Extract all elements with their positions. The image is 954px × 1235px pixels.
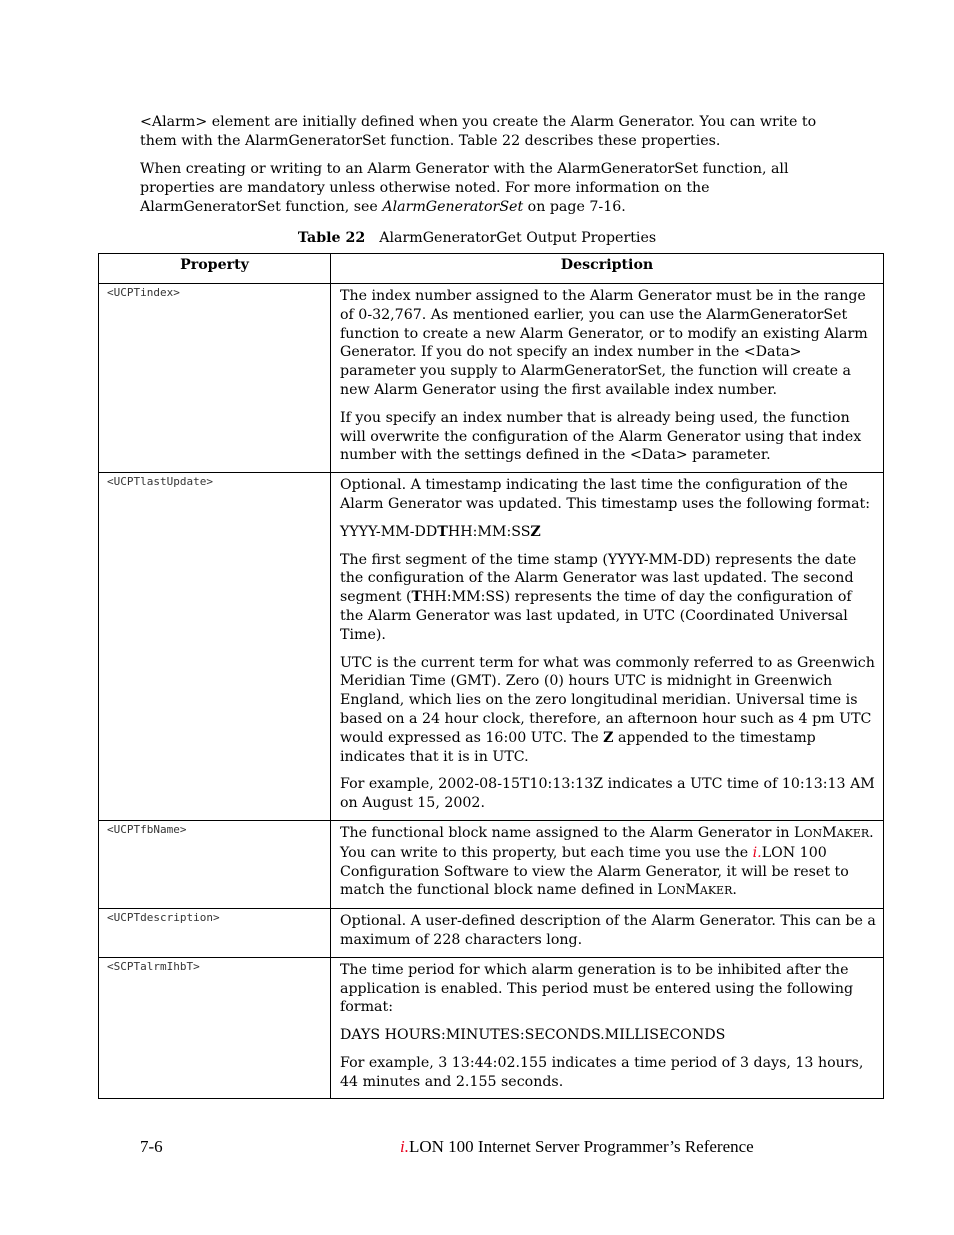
description-paragraph [340, 824, 877, 901]
property-description [331, 284, 884, 473]
text-run: LON 100 Configuration Software to view the Alarm Generator, it will be reset to match the functional block name defined in L [340, 844, 849, 899]
text-run: HH:MM:SS) represents the time of day the configuration of the Alarm Generator was last updated, in UTC (Coordinated Universal Time). [340, 589, 852, 643]
description-paragraph: Optional. A user-defined description of the Alarm Generator. This can be a maximum of 228 characters long. [340, 913, 876, 948]
small-caps: AKER [836, 826, 870, 840]
property-name: <SCPTalrmIhbT> [99, 957, 331, 1099]
small-caps: AKER [699, 884, 733, 898]
footer-title [400, 1137, 754, 1157]
intro-p2-text: When creating or writing to an Alarm Generator with the AlarmGeneratorSet function, all properties are mandatory unless otherwise noted. For more information on the AlarmGeneratorSet function, see [140, 161, 789, 215]
text-run: appended to the timestamp indicates that it is in UTC. [340, 729, 816, 765]
intro-p2-tail: on page 7-16. [523, 199, 626, 215]
format-date: YYYY-MM-DD [340, 523, 438, 540]
header-property: Property [99, 254, 331, 284]
text-run: UTC is the current term for what was commonly referred to as Greenwich Meridian Time (GMT). Zero (0) hours UTC is midnight in Greenwich England, which lies on the zero longitudinal meridian. Universal time is based on a 24 hour clock, therefore, an afternoon hour such as 4 pm UTC would expressed as 16:00 UTC. The [340, 654, 875, 746]
description-paragraph: For example, 2002-08-15T10:13:13Z indicates a UTC time of 10:13:13 AM on August 15, 2002. [340, 776, 875, 812]
footer-brand-i: i. [400, 1137, 409, 1156]
table-title: AlarmGeneratorGet Output Properties [379, 230, 657, 246]
table-caption [0, 230, 954, 246]
table-row [99, 284, 884, 473]
text-run: The functional block name assigned to the Alarm Generator in L [340, 824, 804, 841]
format-time: HH:MM:SS [447, 523, 531, 540]
table-header-row [99, 254, 884, 284]
period-format: DAYS HOURS:MINUTES:SECONDS.MILLISECONDS [340, 1027, 726, 1044]
footer-title-text: LON 100 Internet Server Programmer’s Reference [408, 1137, 754, 1156]
bold-t: T [411, 589, 423, 606]
table-row [99, 957, 884, 1099]
intro-paragraph-2 [140, 160, 820, 217]
table-row [99, 820, 884, 908]
property-name: <UCPTdescription> [99, 909, 331, 958]
header-description: Description [331, 254, 884, 284]
description-paragraph: Optional. A timestamp indicating the last time the configuration of the Alarm Generator was updated. This timestamp uses the following format: [340, 477, 871, 512]
property-name: <UCPTlastUpdate> [99, 473, 331, 821]
property-description [331, 957, 884, 1099]
small-caps: ON [666, 884, 686, 898]
properties-table [98, 253, 884, 1099]
description-paragraph [340, 551, 877, 645]
text-run: M [685, 882, 700, 899]
timestamp-format [340, 523, 877, 542]
property-name: <UCPTindex> [99, 284, 331, 473]
table-row [99, 473, 884, 821]
text-run: The first segment of the time stamp (YYYY-MM-DD) represents the date the configuration of the Alarm Generator was last updated. The second segment ( [340, 551, 857, 606]
description-paragraph: For example, 3 13:44:02.155 indicates a time period of 3 days, 13 hours, 44 minutes and 2.155 seconds. [340, 1054, 864, 1090]
small-caps: ON [803, 826, 823, 840]
table-number: Table 22 [297, 230, 366, 246]
intro-p2-link: AlarmGeneratorSet [382, 199, 524, 215]
description-paragraph: The index number assigned to the Alarm Generator must be in the range of 0-32,767. As mentioned earlier, you can use the AlarmGeneratorSet function to create a new Alarm Generator, or to modify an existing Alarm Generator. If you do not specify an index number in the <Data> parameter you supply to AlarmGeneratorSet, the function will create a new Alarm Generator using the first available index number. [340, 288, 868, 398]
description-paragraph: If you specify an index number that is already being used, the function will overwrite the configuration of the Alarm Generator using that index number with the settings defined in the <Data> parameter. [340, 409, 862, 464]
page-number: 7-6 [140, 1137, 163, 1156]
description-paragraph: The time period for which alarm generation is to be inhibited after the application is enabled. This period must be entered using the following format: [340, 961, 854, 1016]
property-description [331, 473, 884, 821]
table-row [99, 909, 884, 958]
text-run: M [822, 824, 837, 841]
property-description [331, 820, 884, 908]
format-t: T [437, 523, 448, 540]
text-run: . [732, 882, 737, 899]
property-name: <UCPTfbName> [99, 820, 331, 908]
property-description [331, 909, 884, 958]
text-run: . You can write to this property, but each time you use the [340, 824, 874, 861]
format-z: Z [530, 523, 541, 540]
description-paragraph [340, 654, 877, 767]
intro-paragraph-1: <Alarm> element are initially defined when you create the Alarm Generator. You can write to them with the AlarmGeneratorSet function. Table 22 describes these properties. [140, 114, 817, 149]
bold-z: Z [603, 729, 614, 746]
brand-i: i. [752, 844, 762, 861]
